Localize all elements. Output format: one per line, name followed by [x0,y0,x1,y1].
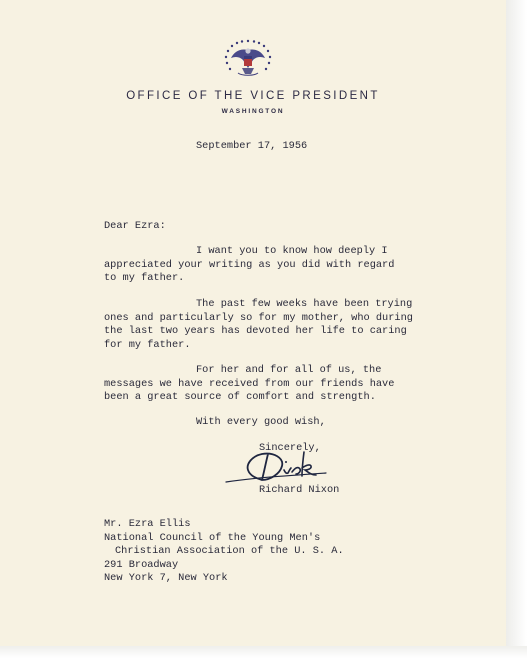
recipient-line-4: 291 Broadway [104,558,179,571]
signer-name: Richard Nixon [259,484,340,496]
paragraph-3-line-2: messages we have received from our friends have [104,377,395,390]
handwritten-signature-dick [222,448,332,488]
closing-wish: With every good wish, [196,416,326,428]
paragraph-3-line-1: For her and for all of us, the [196,364,382,376]
letter-date: September 17, 1956 [196,140,308,152]
paragraph-3-line-3: been a great source of comfort and strength. [104,391,376,403]
paragraph-1-line-3: to my father. [104,272,185,284]
paragraph-2-line-1: The past few weeks have been trying [196,298,413,310]
paragraph-1-line-1: I want you to know how deeply I [196,245,388,257]
paragraph-1-line-2: appreciated your writing as you did with regard [104,258,395,271]
vice-presidential-seal-icon [218,38,278,82]
letterhead-city: WASHINGTON [221,108,285,115]
recipient-line-3: Christian Association of the U. S. A. [115,545,344,557]
page-edge-shadow [506,0,527,658]
paragraph-2-line-4: for my father. [104,338,191,351]
recipient-line-2: National Council of the Young Men's [104,531,321,544]
recipient-line-1: Mr. Ezra Ellis [104,518,191,530]
salutation: Dear Ezra: [104,220,166,232]
recipient-line-5: New York 7, New York [104,572,228,584]
letterhead-office: OFFICE OF THE VICE PRESIDENT [126,90,380,102]
page-bottom-shadow [0,646,527,658]
sign-off: Sincerely, [259,442,321,454]
paragraph-2-line-3: the last two years has devoted her life to caring [104,325,407,337]
paragraph-2-line-2: ones and particularly so for my mother, who during [104,311,413,324]
